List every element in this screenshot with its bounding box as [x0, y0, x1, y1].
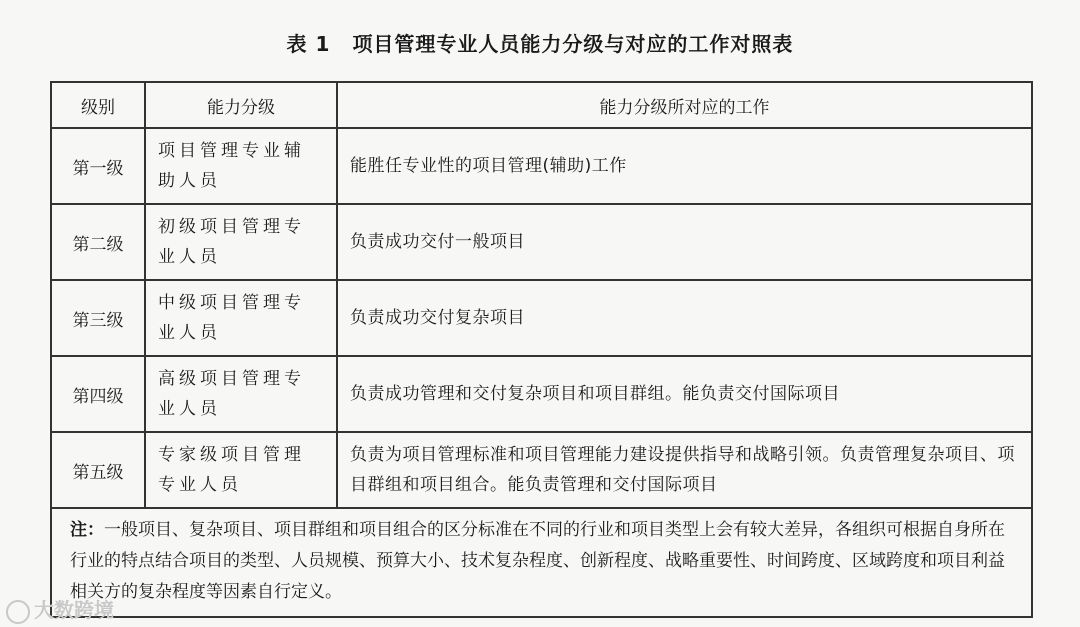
row-work: 负责成功交付复杂项目 — [350, 308, 525, 328]
row-work: 能胜任专业性的项目管理(辅助)工作 — [350, 156, 627, 176]
table-header-row — [51, 82, 1032, 128]
row-level: 第四级 — [51, 356, 145, 432]
row-level: 第三级 — [51, 280, 145, 356]
table-row — [51, 204, 1032, 280]
row-work: 负责成功交付一般项目 — [350, 232, 525, 252]
header-work: 能力分级所对应的工作 — [337, 82, 1032, 128]
ability-table — [50, 81, 1033, 618]
table-row — [51, 280, 1032, 356]
table-row — [51, 432, 1032, 508]
table-row — [51, 128, 1032, 204]
note-label: 注： — [70, 520, 104, 540]
row-work: 负责成功管理和交付复杂项目和项目群组。能负责交付国际项目 — [350, 384, 840, 404]
row-ability: 专家级项目管理专业人员 — [158, 445, 305, 495]
row-ability: 项目管理专业辅助人员 — [158, 141, 305, 191]
watermark-text: 大数跨境 — [34, 598, 114, 622]
note-cell — [51, 508, 1032, 617]
row-ability: 初级项目管理专业人员 — [158, 217, 305, 267]
watermark-logo-icon — [6, 600, 30, 624]
row-level: 第二级 — [51, 204, 145, 280]
header-level: 级别 — [51, 82, 145, 128]
row-level: 第五级 — [51, 432, 145, 508]
table-title — [0, 28, 1080, 57]
table-number: 表 1 — [286, 32, 331, 56]
note-row — [51, 508, 1032, 617]
note-text: 一般项目、复杂项目、项目群组和项目组合的区分标准在不同的行业和项目类型上会有较大差异，各组织可根据自身所在行业的特点结合项目的类型、人员规模、预算大小、技术复杂程度、创新程度、战略重要性、时间跨度、区域跨度和项目利益相关方的复杂程度等因素自行定义。 — [70, 520, 1005, 602]
watermark — [6, 594, 114, 624]
row-ability: 中级项目管理专业人员 — [158, 293, 305, 343]
row-level: 第一级 — [51, 128, 145, 204]
row-work: 负责为项目管理标准和项目管理能力建设提供指导和战略引领。负责管理复杂项目、项目群组和项目组合。能负责管理和交付国际项目 — [350, 445, 1015, 495]
table-title-text: 项目管理专业人员能力分级与对应的工作对照表 — [352, 32, 794, 56]
header-ability: 能力分级 — [145, 82, 337, 128]
table-row — [51, 356, 1032, 432]
row-ability: 高级项目管理专业人员 — [158, 369, 305, 419]
